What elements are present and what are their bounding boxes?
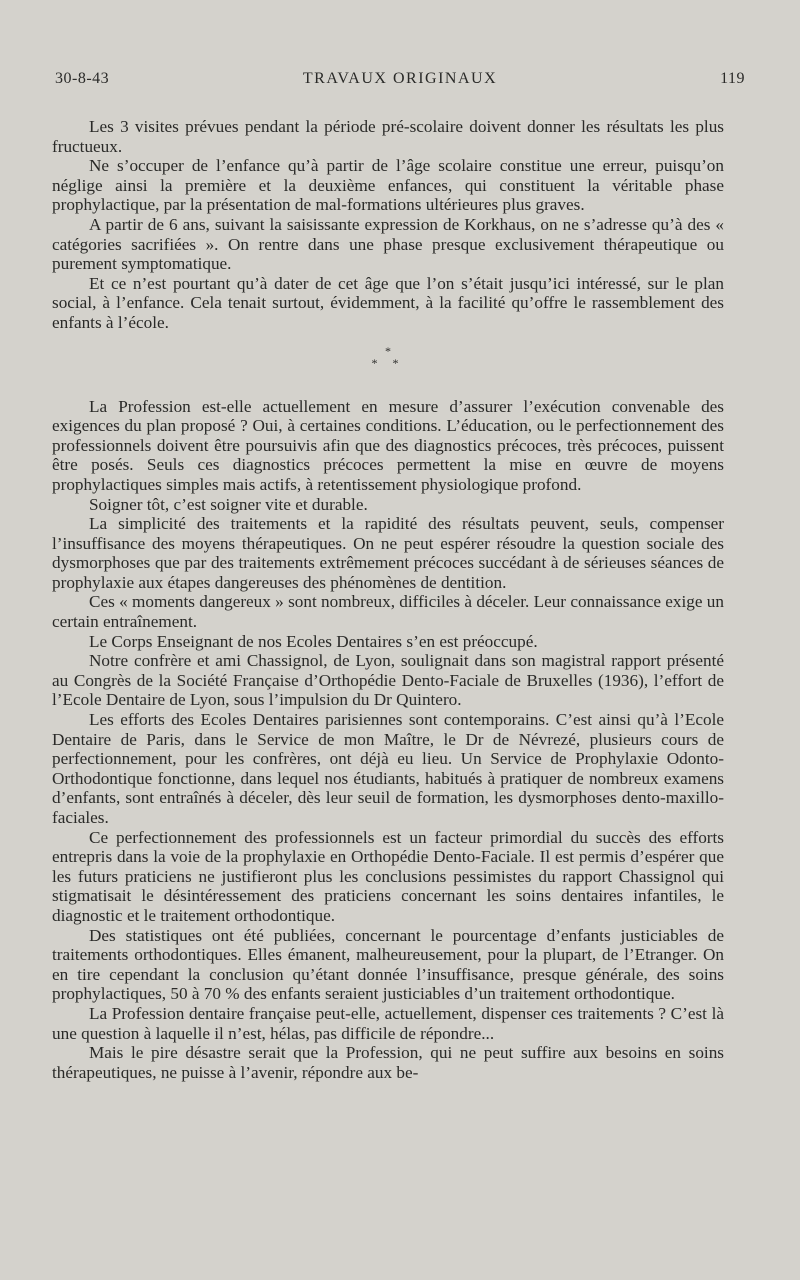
paragraph: Des statistiques ont été publiées, concernant le pourcentage d’enfants justiciables de traitements orthodontiques. Elles émanent, malheureusement, pour la plupart, de l’Etranger. On en tire cependant la conclusion qu’étant donnée l’insuffisance, presque générale, des soins prophylactiques, 50 à 70 % des enfants seraient justiciables d’un traitement orthodontique. bbox=[52, 925, 724, 1004]
paragraph: Les efforts des Ecoles Dentaires parisiennes sont contemporains. C’est ainsi qu’à l’Ecole Dentaire de Paris, dans le Service de mon Maître, le Dr de Névrezé, plusieurs cours de perfectionnement, pour les confrères, ont déjà eu lieu. Un Service de Prophylaxie Odonto-Orthodontique fonctionne, dans lequel nos étudiants, habitués à pratiquer de nombreux examens d’enfants, sont entraînés à déceler, dès leur seuil de formation, les dysmorphoses dento-maxillo-faciales. bbox=[52, 710, 724, 827]
paragraph: Ne s’occuper de l’enfance qu’à partir de l’âge scolaire constitue une erreur, puisqu’on néglige ainsi la première et la deuxième enfances, qui constituent la véritable phase prophylactique, par la présentation de mal-formations ultérieures plus graves. bbox=[52, 156, 724, 215]
page-number: 119 bbox=[720, 70, 745, 87]
paragraph: Et ce n’est pourtant qu’à dater de cet âge que l’on s’était jusqu’ici intéressé, sur le plan social, à l’enfance. Cela tenait surtout, évidemment, à la facilité qu’offre le rassemblement des enfants à l’école. bbox=[52, 273, 724, 332]
header-date: 30-8-43 bbox=[55, 70, 110, 87]
separator-star-top: * bbox=[385, 343, 391, 358]
header-title: TRAVAUX ORIGINAUX bbox=[302, 70, 498, 87]
paragraph: Mais le pire désastre serait que la Profession, qui ne peut suffire aux besoins en soins thérapeutiques, ne puisse à l’avenir, répondre aux be- bbox=[52, 1043, 724, 1082]
separator-stars-bottom: * * bbox=[371, 355, 405, 370]
paragraph: La Profession dentaire française peut-elle, actuellement, dispenser ces traitements ? C’est là une question à laquelle il n’est, hélas, pas difficile de répondre... bbox=[52, 1003, 724, 1043]
paragraph: Soigner tôt, c’est soigner vite et durable. bbox=[89, 494, 368, 514]
paragraph: Ces « moments dangereux » sont nombreux, difficiles à déceler. Leur connaissance exige un certain entraînement. bbox=[52, 592, 724, 632]
paragraph: Les 3 visites prévues pendant la période pré-scolaire doivent donner les résultats les plus fructueux. bbox=[52, 117, 724, 156]
paragraph: A partir de 6 ans, suivant la saisissante expression de Korkhaus, on ne s’adresse qu’à des « catégories sacrifiées ». On rentre dans une phase presque exclusivement thérapeutique ou purement symptomatique. bbox=[52, 214, 724, 274]
paragraph: Ce perfectionnement des professionnels est un facteur primordial du succès des efforts entrepris dans la voie de la prophylaxie en Orthopédie Dento-Faciale. Il est permis d’espérer que les futurs praticiens ne justifieront plus les conclusions pessimistes du rapport Chassignol qui stigmatisait le désintéressement des praticiens concernant les soins dentaires infantiles, le diagnostic et le traitement orthodontique. bbox=[52, 827, 724, 925]
body-text bbox=[52, 117, 724, 1082]
paragraph: La simplicité des traitements et la rapidité des résultats peuvent, seuls, compenser l’insuffisance des moyens thérapeutiques. On ne peut espérer résoudre la question sociale des dysmorphoses que par des traitements extrêmement précoces succédant à de sérieuses séances de prophylaxie aux étapes dangereuses des phénomènes de dentition. bbox=[52, 514, 724, 592]
running-header bbox=[55, 70, 745, 98]
section-separator bbox=[52, 337, 724, 391]
paragraph: Notre confrère et ami Chassignol, de Lyon, soulignait dans son magistral rapport présenté au Congrès de la Société Française d’Orthopédie Dento-Faciale de Bruxelles (1936), l’effort de l’Ecole Dentaire de Lyon, sous l’impulsion du Dr Quintero. bbox=[52, 651, 724, 710]
paragraph: La Profession est-elle actuellement en mesure d’assurer l’exécution convenable des exigences du plan proposé ? Oui, à certaines conditions. L’éducation, ou le perfectionnement des professionnels doivent être poursuivis afin que des diagnostics précoces, très précoces, puissent être posés. Seuls ces diagnostics précoces permettent la mise en œuvre de moyens prophylactiques simples mais actifs, à retentissement physiologique profond. bbox=[52, 396, 724, 494]
paragraph: Le Corps Enseignant de nos Ecoles Dentaires s’en est préoccupé. bbox=[89, 631, 538, 651]
